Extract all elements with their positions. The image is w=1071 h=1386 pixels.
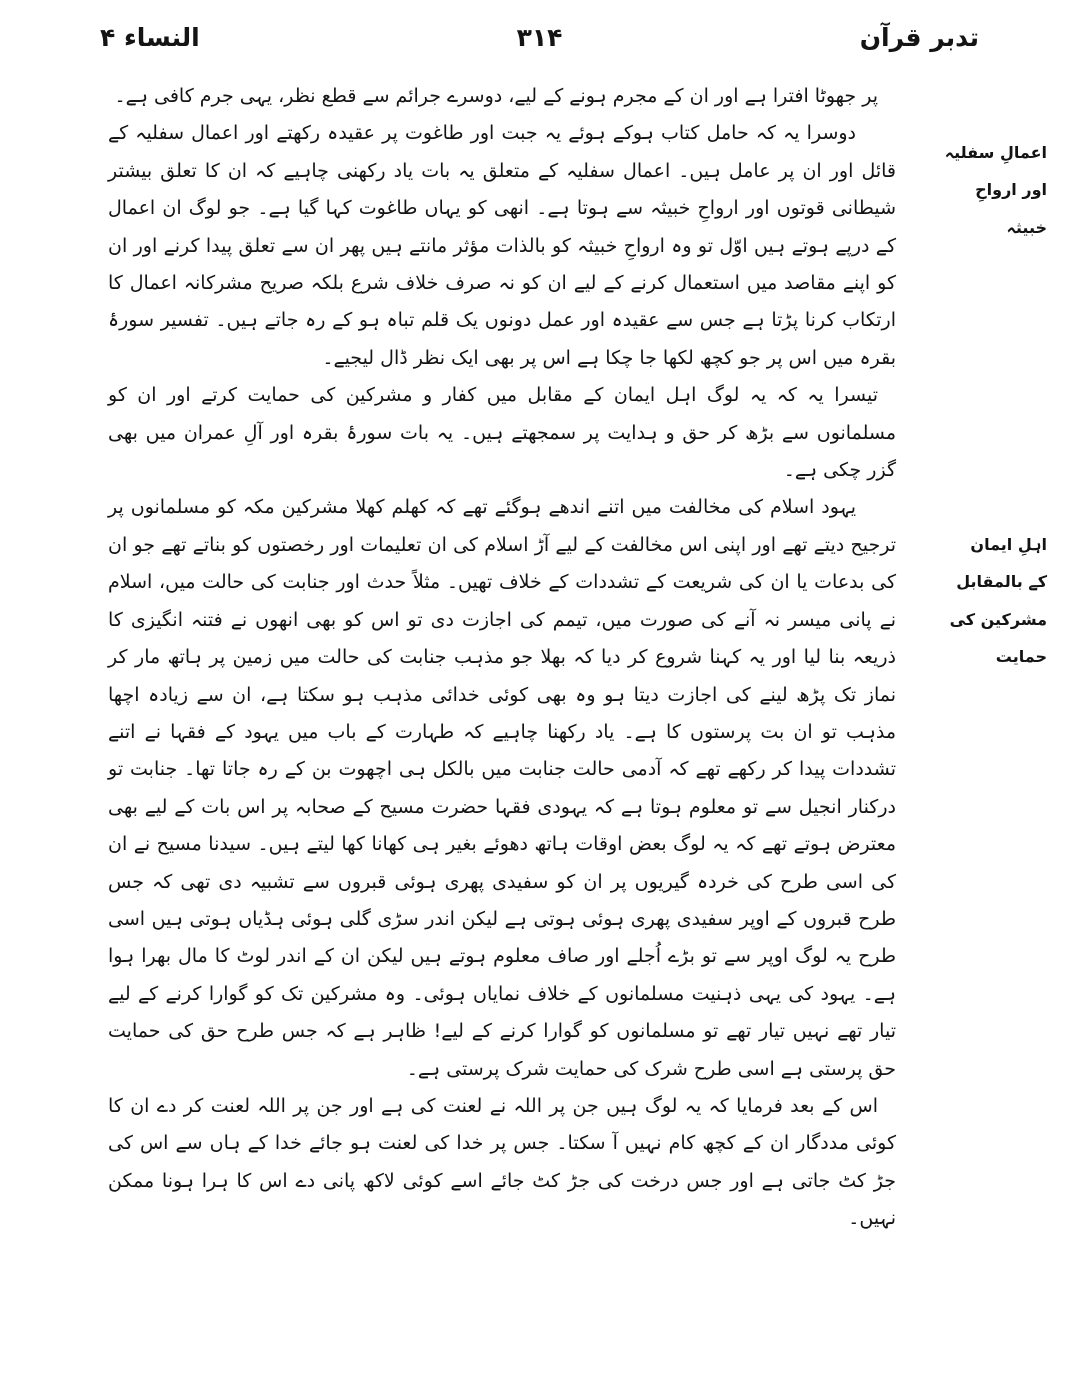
- surah-name: النساء ۴: [100, 23, 200, 52]
- body-text: [108, 78, 896, 1238]
- margin-note-mushrikeen-himayat: [911, 526, 1047, 676]
- margin-note-line: کے بالمقابل: [956, 572, 1047, 592]
- paragraph: اس کے بعد فرمایا کہ یہ لوگ ہیں جن پر اللہ نے لعنت کی ہے اور جن پر اللہ لعنت کر دے ان کا کوئی مددگار ان کے کچھ کام نہیں آ سکتا۔ جس پر خدا کی لعنت ہو جائے خدا کے ہاں سے اس کی جڑ کٹ جاتی ہے اور جس درخت کی جڑ کٹ جائے اسے کوئی لاکھ پانی دے اس کا ہرا ہونا ممکن نہیں۔: [108, 1094, 896, 1230]
- page-number: ۳۱۴: [516, 23, 563, 52]
- page-header: [100, 18, 979, 60]
- margin-note-amal-sifliya: [911, 134, 1047, 246]
- paragraph: تیسرا یہ کہ یہ لوگ اہل ایمان کے مقابل میں کفار و مشرکین کی حمایت کرتے اور ان کو مسلمانوں سے بڑھ کر حق و ہدایت پر سمجھتے ہیں۔ یہ بات سورۂ بقرہ اور آلِ عمران میں بھی گزر چکی ہے۔: [108, 384, 896, 482]
- paragraph: پر جھوٹا افترا ہے اور ان کے مجرم ہونے کے لیے، دوسرے جرائم سے قطع نظر، یہی جرم کافی ہے۔: [114, 85, 878, 107]
- margin-note-line: اعمالِ سفلیہ: [944, 143, 1047, 162]
- margin-note-line: مشرکین کی: [949, 609, 1047, 629]
- margin-note-line: اہلِ ایمان: [970, 535, 1047, 554]
- margin-note-line: حمایت: [995, 647, 1047, 667]
- paragraph: یہود اسلام کی مخالفت میں اتنے اندھے ہوگئے تھے کہ کھلم کھلا مشرکین مکہ کو مسلمانوں پر ترجیح دیتے تھے اور اپنی اس مخالفت کے لیے آڑ اسلام کی ان تعلیمات اور رخصتوں کو بناتے تھے جو ان کی بدعات یا ان کی شریعت کے تشددات کے خلاف تھیں۔ مثلاً حدث اور جنابت کی حالت میں، اسلام نے پانی میسر نہ آنے کی صورت میں، تیمم کی اجازت دی تو اس کو بھی انھوں نے فتنہ انگیزی کا ذریعہ بنا لیا اور یہ کہنا شروع کر دیا کہ بھلا جو مذہب جنابت کی حالت میں زمین پر ہاتھ مار کر نماز تک پڑھ لینے کی اجازت دیتا ہو وہ بھی کوئی خدائی مذہب ہو سکتا ہے، ان سے زیادہ اچھا مذہب تو ان بت پرستوں کا ہے۔ یاد رکھنا چاہیے کہ طہارت کے باب میں یہود کے فقہا نے اتنے تشددات پیدا کر رکھے تھے کہ آدمی حالت جنابت میں بالکل ہی اچھوت بن کے رہ جاتا تھا۔ جنابت تو درکنار انجیل سے تو معلوم ہوتا ہے کہ یہودی فقہا حضرت مسیح کے صحابہ پر اس بات کے لیے بھی معترض ہوتے تھے کہ یہ لوگ بعض اوقات ہاتھ دھوئے بغیر ہی کھانا کھا لیتے ہیں۔ سیدنا مسیح نے ان کی اسی طرح کی خردہ گیریوں پر ان کو سفیدی پھری ہوئی قبروں سے تشبیہ دی تھی کہ جس طرح قبروں کے اوپر سفیدی پھری ہوئی ہوتی ہے لیکن اندر سڑی گلی ہوئی ہڈیاں ہوتی ہیں اسی طرح یہ لوگ اوپر سے تو بڑے اُجلے اور صاف معلوم ہوتے ہیں لیکن ان کے اندر لوٹ کا مال بھرا ہوا ہے۔ یہود کی یہی ذہنیت مسلمانوں کے خلاف نمایاں ہوئی۔ وہ مشرکین تک کو گوارا کرنے کے لیے تیار تھے نہیں تیار تھے تو مسلمانوں کو گوارا کرنے کے لیے! ظاہر ہے کہ جس طرح حق کی حمایت حق پرستی ہے اسی طرح شرک کی حمایت شرک پرستی ہے۔: [108, 496, 896, 1080]
- book-title: تدبر قرآن: [859, 23, 979, 52]
- margin-note-line: اور ارواحِ: [975, 180, 1047, 200]
- paragraph: دوسرا یہ کہ حامل کتاب ہوکے ہوئے یہ جبت اور طاغوت پر عقیدہ رکھتے اور اعمال سفلیہ کے قائل اور ان پر عامل ہیں۔ اعمال سفلیہ کے متعلق یہ بات یاد رکھنی چاہیے کہ ان کا تعلق بیشتر شیطانی قوتوں اور ارواحِ خبیثہ سے ہوتا ہے۔ انھی کو یہاں طاغوت کہا گیا ہے۔ جو لوگ ان اعمال کے درپے ہوتے ہیں اوّل تو وہ ارواحِ خبیثہ کو بالذات مؤثر مانتے ہیں پھر ان سے تعلق پیدا کرنے اور ان کو اپنے مقاصد میں استعمال کرنے کے لیے ان کو نہ صرف خلاف شرع بلکہ صریح مشرکانہ اعمال کا ارتکاب کرنا پڑتا ہے جس سے عقیدہ اور عمل دونوں یک قلم تباہ ہو کے رہ جاتے ہیں۔ تفسیر سورۂ بقرہ میں اس پر جو کچھ لکھا جا چکا ہے اس پر بھی ایک نظر ڈال لیجیے۔: [108, 122, 896, 369]
- margin-note-line: خبیثہ: [1006, 217, 1047, 237]
- margin-notes: [911, 0, 1071, 1386]
